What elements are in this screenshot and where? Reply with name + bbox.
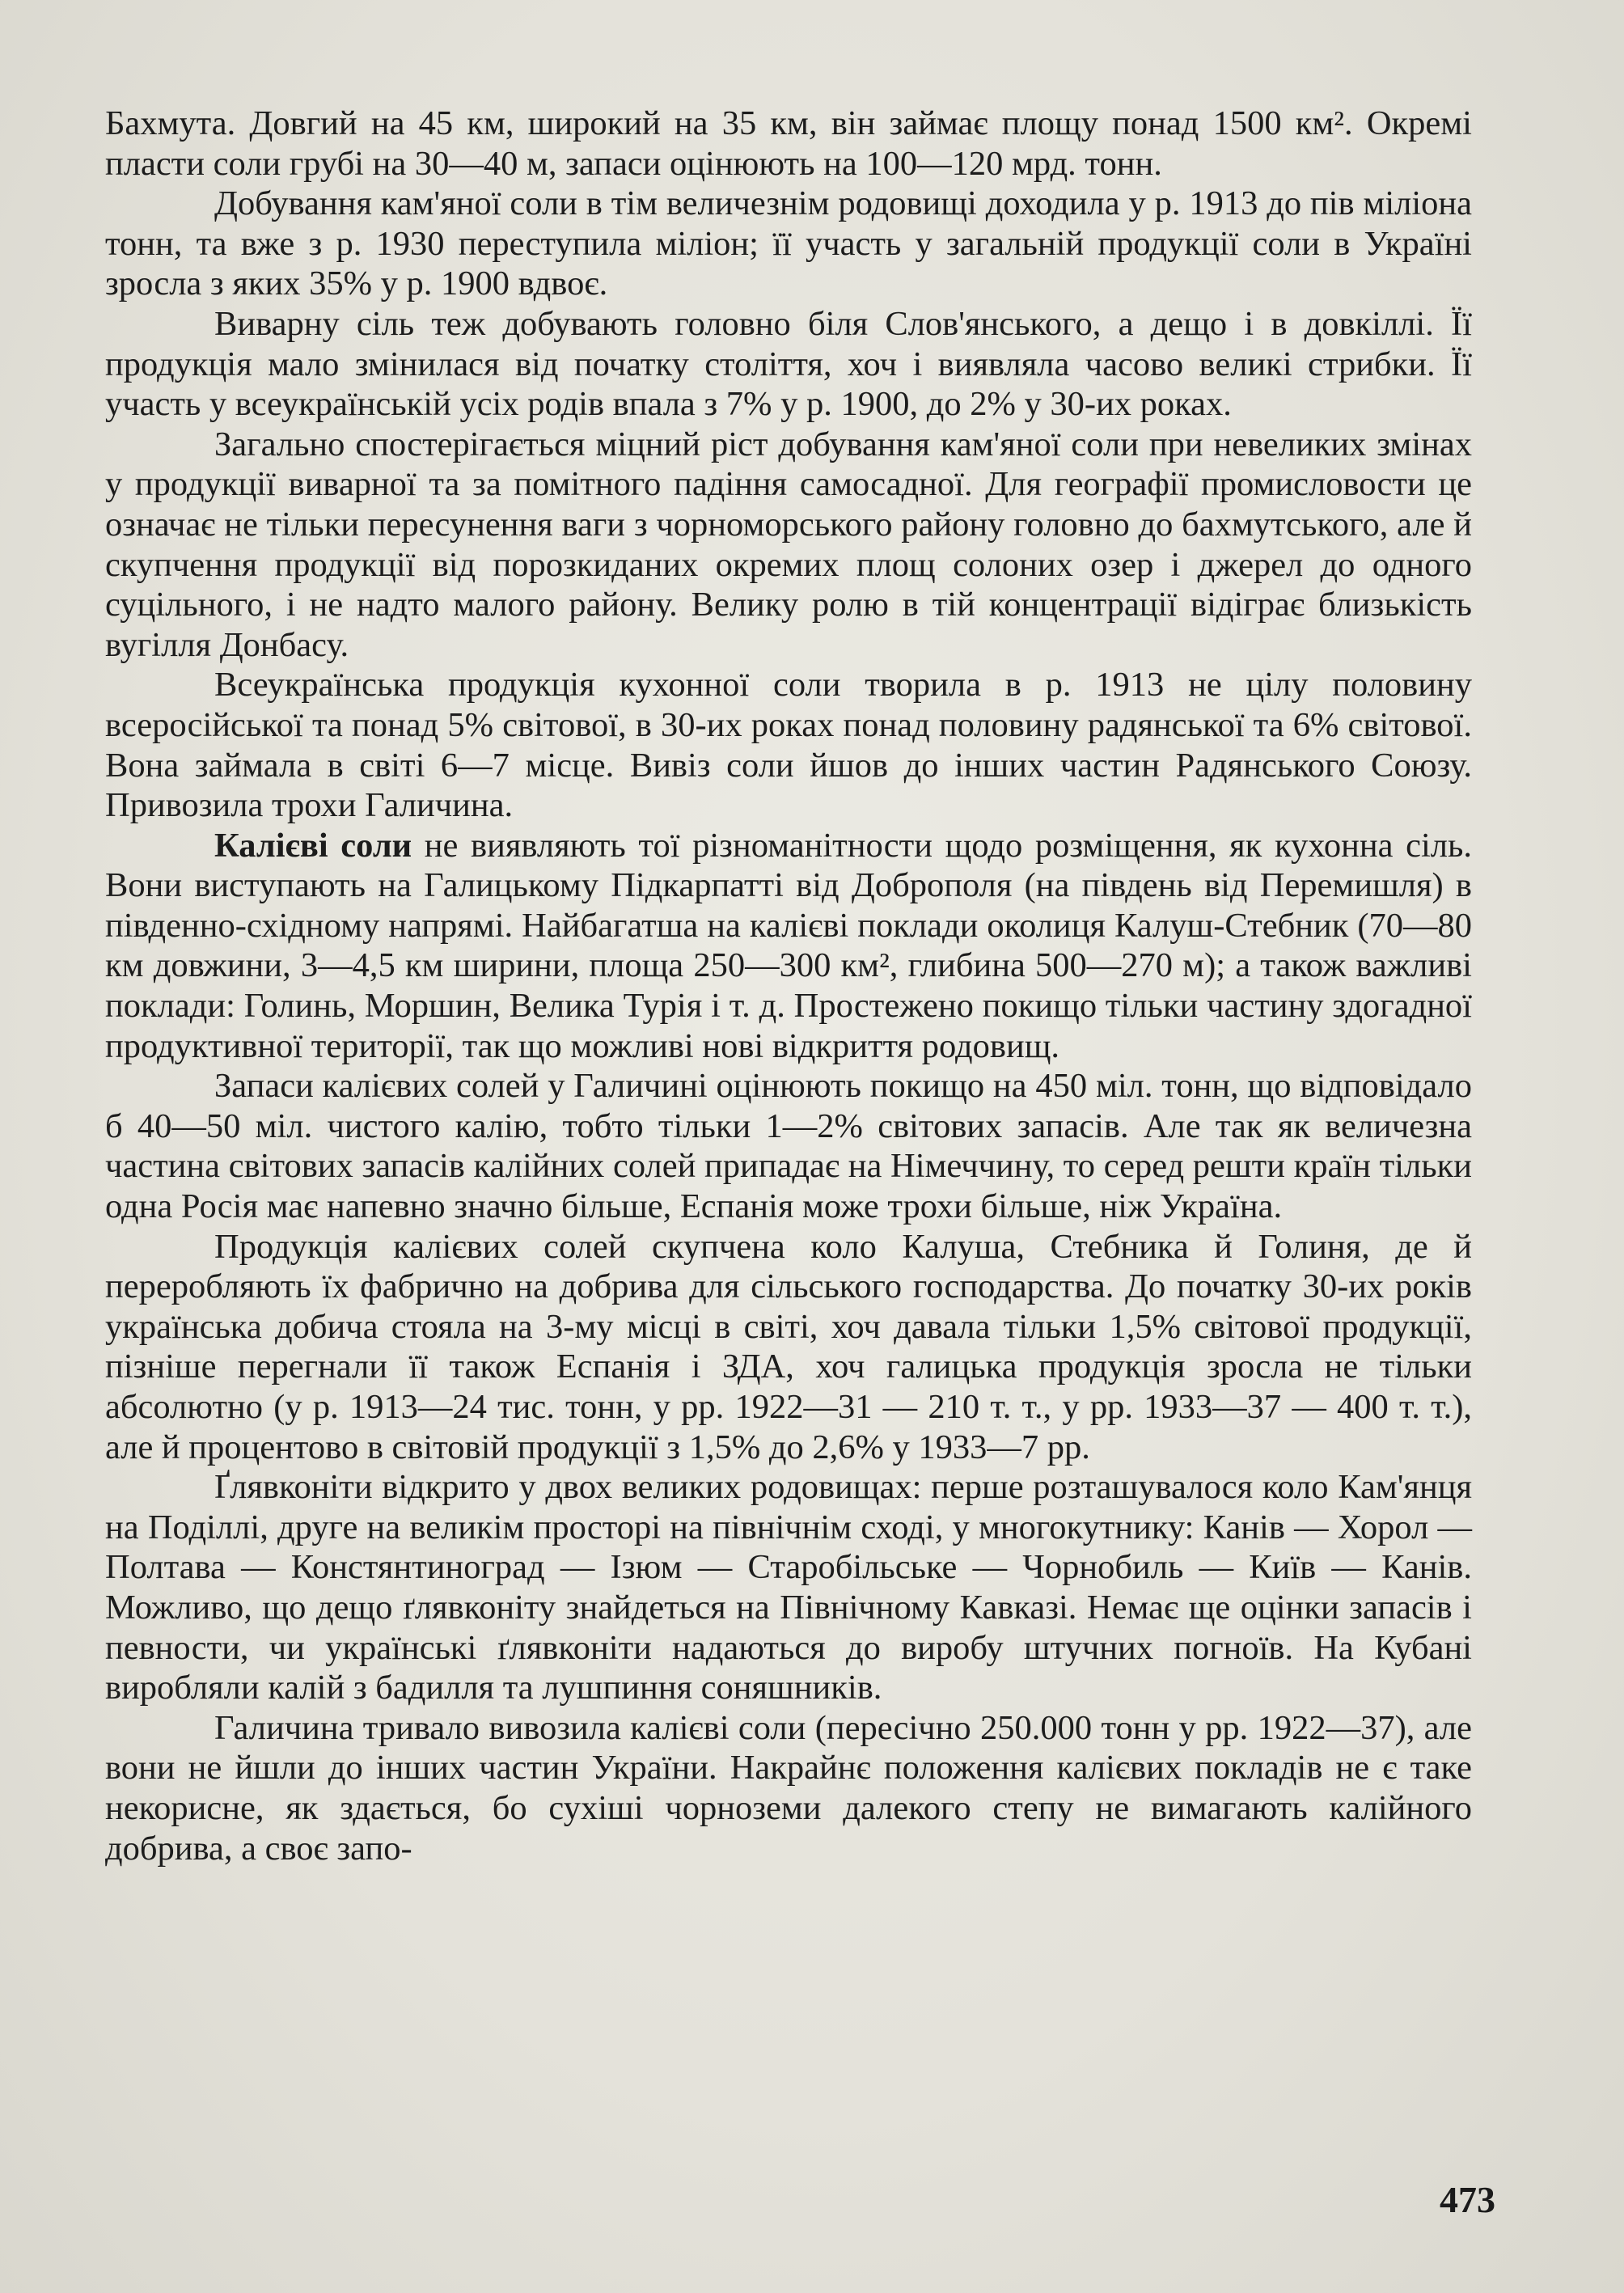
paragraph-text: Виварну сіль теж добувають головно біля Слов'янського, а дещо і в довкіллі. Її продукція мало змінилася від початку століття, хоч і виявляла часово великі стрибки. Її участь у всеукраїнській усіх родів впала з 7% у р. 1900, до 2% у 30-их роках. [105,304,1472,424]
paragraph-text: Добування кам'яної соли в тім величезнім родовищі доходила у р. 1913 до пів міліона тонн, та вже з р. 1930 переступила міліон; її участь у загальній продукції соли в Україні зросла з яких 35% у р. 1900 вдвоє. [105,184,1472,303]
body-text [105,104,1472,1868]
paragraph-text: Бахмута. Довгий на 45 км, широкий на 35 км, він займає площу понад 1500 км². Окремі пласти соли грубі на 30—40 м, запаси оцінюють на 100—120 мрд. тонн. [105,104,1472,183]
paragraph-8 [105,1227,1472,1468]
paragraph-text: Загально спостерігається міцний ріст добування кам'яної соли при невеликих змінах у продукції виварної та за помітного падіння самосадної. Для географії промисловости це означає не тільки пересунення ваги з чорноморського району головно до бахмутського, але й скупчення продукції від порозкиданих окремих площ солоних озер і джерел до одного суцільного, і не надто малого району. Велику ролю в тій концентрації відіграє близькість вугілля Донбасу. [105,425,1472,664]
paragraph-10 [105,1708,1472,1868]
paragraph-text: Галичина тривало вивозила калієві соли (пересічно 250.000 тонн у рр. 1922—37), але вони не йшли до інших частин України. Накрайнє положення калієвих покладів не є таке некорисне, як здається, бо сухіші чорноземи далекого степу не вимагають калійного добрива, а своє запо- [105,1708,1472,1868]
paragraph-9 [105,1467,1472,1708]
paragraph-1 [105,104,1472,184]
paragraph-7 [105,1066,1472,1226]
paragraph-5 [105,665,1472,825]
paragraph-text: Запаси калієвих солей у Галичині оцінюють покищо на 450 міл. тонн, що відповідало б 40—50 міл. чистого калію, тобто тільки 1—2% світових запасів. Але так як величезна частина світових запасів калійних солей припадає на Німеччину, то серед решти країн тільки одна Росія має напевно значно більше, Еспанія може трохи більше, ніж Україна. [105,1067,1472,1226]
paragraph-3 [105,304,1472,425]
paragraph-6 [105,826,1472,1067]
paragraph-4 [105,425,1472,666]
paragraph-text: не виявляють тої різноманітности щодо розміщення, як кухонна сіль. Вони виступають на Галицькому Підкарпатті від Доброполя (на південь від Перемишля) в південно-східному напрямі. Найбагатша на калієві поклади околиця Калуш-Стебник (70—80 км довжини, 3—4,5 км ширини, площа 250—300 км², глибина 500—270 м); а також важливі поклади: Голинь, Моршин, Велика Турія і т. д. Простежено покищо тільки частину здогадної продуктивної території, так що можливі нові відкриття родовищ. [105,826,1472,1065]
paragraph-text: Продукція калієвих солей скупчена коло Калуша, Стебника й Голиня, де й переробляють їх фабрично на добрива для сільського господарства. До початку 30-их років українська добича стояла на 3-му місці в світі, хоч давала тільки 1,5% світової продукції, пізніше перегнали її також Еспанія і ЗДА, хоч галицька продукція зросла не тільки абсолютно (у р. 1913—24 тис. тонн, у рр. 1922—31 — 210 т. т., у рр. 1933—37 — 400 т. т.), але й процентово в світовій продукції з 1,5% до 2,6% у 1933—7 рр. [105,1227,1472,1466]
paragraph-text: Ґлявконіти відкрито у двох великих родовищах: перше розташувалося коло Кам'янця на Поділлі, друге на великім просторі на північнім сході, у многокутнику: Канів — Хорол — Полтава — Констянтиноград — Ізюм — Старобільське — Чорнобиль — Київ — Канів. Можливо, що дещо ґлявконіту знайдеться на Північному Кавказі. Немає ще оцінки запасів і певности, чи українські ґлявконіти надаються до виробу штучних погноїв. На Кубані виробляли калій з бадилля та лушпиння соняшників. [105,1468,1472,1707]
page-number: 473 [1440,2179,1495,2220]
paragraph-text: Всеукраїнська продукція кухонної соли творила в р. 1913 не цілу половину всеросійської та понад 5% світової, в 30-их роках понад половину радянської та 6% світової. Вона займала в світі 6—7 місце. Вивіз соли йшов до інших частин Радянського Союзу. Привозила трохи Галичина. [105,666,1472,825]
section-heading-potash-salts: Калієві соли [214,826,412,865]
paragraph-2 [105,184,1472,304]
